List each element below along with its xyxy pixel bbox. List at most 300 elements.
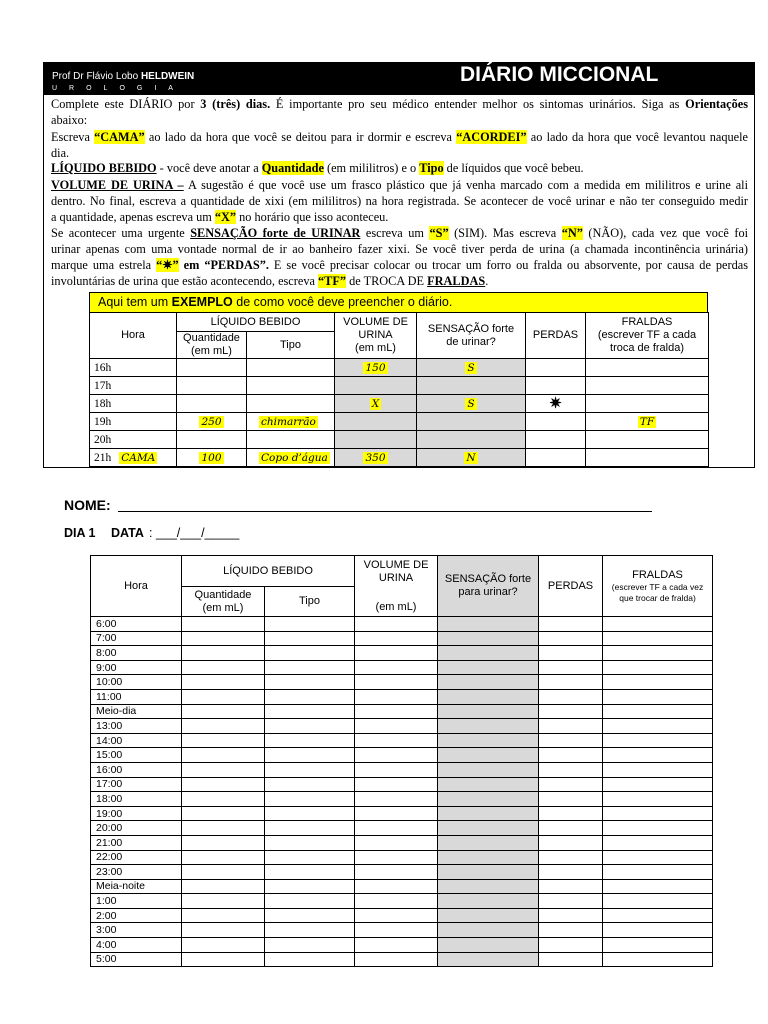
handwritten-value: N bbox=[466, 451, 476, 464]
diary-volume-cell[interactable] bbox=[355, 865, 438, 880]
diary-volume-cell[interactable] bbox=[355, 908, 438, 923]
diary-fraldas-cell[interactable] bbox=[603, 923, 713, 938]
diary-perdas-cell[interactable] bbox=[539, 923, 603, 938]
diary-volume-cell[interactable] bbox=[355, 733, 438, 748]
instruction-line-10: urinar apenas com uma vontade normal de ir ao banheiro fazer xixi. Se você tiver perda de urina (a chamada incontinência urinária) bbox=[51, 242, 748, 256]
diary-col-quantidade-header: Quantidade (em mL) bbox=[182, 587, 265, 617]
diary-fraldas-cell[interactable] bbox=[603, 689, 713, 704]
diary-sensacao-cell[interactable] bbox=[438, 646, 539, 661]
x-highlight: “X” bbox=[214, 210, 237, 224]
diary-tipo-cell[interactable] bbox=[265, 938, 355, 953]
hora-text: 20h bbox=[94, 433, 112, 446]
example-tipo-cell bbox=[247, 413, 335, 431]
text: - você deve anotar a bbox=[156, 161, 262, 175]
nome-label: NOME: bbox=[64, 497, 111, 513]
diary-sensacao-cell[interactable] bbox=[438, 835, 539, 850]
diary-fraldas-cell[interactable] bbox=[603, 938, 713, 953]
diary-hora-cell: 18:00 bbox=[91, 792, 182, 807]
example-perdas-cell bbox=[526, 395, 586, 413]
diary-sensacao-cell[interactable] bbox=[438, 806, 539, 821]
diary-tipo-cell[interactable] bbox=[265, 646, 355, 661]
diary-tipo-cell[interactable] bbox=[265, 821, 355, 836]
diary-quantidade-cell[interactable] bbox=[182, 689, 265, 704]
example-row bbox=[90, 377, 709, 395]
diary-tipo-cell[interactable] bbox=[265, 689, 355, 704]
diary-sensacao-cell[interactable] bbox=[438, 733, 539, 748]
diary-volume-cell[interactable] bbox=[355, 792, 438, 807]
volume-urina-heading: VOLUME DE URINA – bbox=[51, 178, 184, 192]
diary-row bbox=[91, 952, 713, 967]
diary-sensacao-cell[interactable] bbox=[438, 938, 539, 953]
diary-quantidade-cell[interactable] bbox=[182, 923, 265, 938]
diary-sensacao-cell[interactable] bbox=[438, 719, 539, 734]
diary-row bbox=[91, 835, 713, 850]
diary-tipo-cell[interactable] bbox=[265, 762, 355, 777]
instruction-line-4: dia. bbox=[51, 146, 70, 160]
hora-text: 18h bbox=[94, 397, 112, 410]
diary-sensacao-cell[interactable] bbox=[438, 748, 539, 763]
diary-volume-cell[interactable] bbox=[355, 748, 438, 763]
diary-table bbox=[90, 555, 713, 967]
diary-perdas-cell[interactable] bbox=[539, 617, 603, 632]
text: (NÃO), cada vez que você foi bbox=[582, 226, 749, 240]
diary-quantidade-cell[interactable] bbox=[182, 675, 265, 690]
diary-quantidade-cell[interactable] bbox=[182, 806, 265, 821]
diary-volume-cell[interactable] bbox=[355, 762, 438, 777]
diary-tipo-cell[interactable] bbox=[265, 952, 355, 967]
diary-row bbox=[91, 719, 713, 734]
text: escreva um bbox=[360, 226, 430, 240]
example-volume-cell bbox=[335, 431, 417, 449]
diary-volume-cell[interactable] bbox=[355, 617, 438, 632]
diary-sensacao-cell[interactable] bbox=[438, 792, 539, 807]
handwritten-value: Copo d’água bbox=[261, 451, 328, 464]
text: de como você deve preencher o diário. bbox=[232, 295, 453, 309]
example-sensacao-cell bbox=[417, 395, 526, 413]
diary-quantidade-cell[interactable] bbox=[182, 704, 265, 719]
diary-sensacao-cell[interactable] bbox=[438, 894, 539, 909]
diary-perdas-cell[interactable] bbox=[539, 894, 603, 909]
example-perdas-cell bbox=[526, 431, 586, 449]
diary-perdas-cell[interactable] bbox=[539, 908, 603, 923]
example-quantidade-cell bbox=[177, 431, 247, 449]
diary-tipo-cell[interactable] bbox=[265, 806, 355, 821]
diary-tipo-cell[interactable] bbox=[265, 733, 355, 748]
diary-tipo-cell[interactable] bbox=[265, 675, 355, 690]
diary-fraldas-cell[interactable] bbox=[603, 675, 713, 690]
author-prefix: Prof Dr Flávio Lobo bbox=[52, 71, 141, 82]
diary-sensacao-cell[interactable] bbox=[438, 689, 539, 704]
star-highlight: “✷” bbox=[156, 258, 179, 272]
diary-perdas-cell[interactable] bbox=[539, 646, 603, 661]
diary-sensacao-cell[interactable] bbox=[438, 952, 539, 967]
diary-perdas-cell[interactable] bbox=[539, 675, 603, 690]
instruction-line-1 bbox=[51, 97, 748, 112]
diary-fraldas-cell[interactable] bbox=[603, 719, 713, 734]
instruction-line-9 bbox=[51, 226, 748, 241]
text: Aqui tem um bbox=[98, 295, 172, 309]
diary-perdas-cell[interactable] bbox=[539, 704, 603, 719]
diary-volume-cell[interactable] bbox=[355, 850, 438, 865]
col-hora-header: Hora bbox=[90, 313, 177, 359]
diary-hora-cell: 16:00 bbox=[91, 762, 182, 777]
example-fraldas-cell bbox=[586, 395, 709, 413]
example-fraldas-cell bbox=[586, 359, 709, 377]
diary-volume-cell[interactable] bbox=[355, 675, 438, 690]
example-row bbox=[90, 359, 709, 377]
diary-fraldas-cell[interactable] bbox=[603, 792, 713, 807]
diary-perdas-cell[interactable] bbox=[539, 719, 603, 734]
col-perdas-header: PERDAS bbox=[526, 313, 586, 359]
example-sensacao-cell bbox=[417, 449, 526, 467]
diary-hora-cell: 7:00 bbox=[91, 631, 182, 646]
diary-perdas-cell[interactable] bbox=[539, 952, 603, 967]
diary-volume-cell[interactable] bbox=[355, 938, 438, 953]
volume-unit: (em mL) bbox=[375, 600, 417, 613]
diary-perdas-cell[interactable] bbox=[539, 879, 603, 894]
diary-col-liquido-header: LÍQUIDO BEBIDO bbox=[182, 556, 355, 587]
example-fraldas-cell bbox=[586, 413, 709, 431]
diary-quantidade-cell[interactable] bbox=[182, 938, 265, 953]
example-banner bbox=[89, 292, 708, 313]
diary-sensacao-cell[interactable] bbox=[438, 631, 539, 646]
handwritten-value: X bbox=[371, 397, 380, 410]
text: Complete este DIÁRIO por bbox=[51, 97, 201, 111]
diary-quantidade-cell[interactable] bbox=[182, 660, 265, 675]
diary-tipo-cell[interactable] bbox=[265, 748, 355, 763]
text: a quantidade, apenas escreva um bbox=[51, 210, 215, 224]
diary-quantidade-cell[interactable] bbox=[182, 952, 265, 967]
example-quantidade-cell bbox=[177, 377, 247, 395]
diary-tipo-cell[interactable] bbox=[265, 908, 355, 923]
diary-tipo-cell[interactable] bbox=[265, 631, 355, 646]
diary-perdas-cell[interactable] bbox=[539, 938, 603, 953]
diary-volume-cell[interactable] bbox=[355, 894, 438, 909]
diary-volume-cell[interactable] bbox=[355, 835, 438, 850]
diary-perdas-cell[interactable] bbox=[539, 733, 603, 748]
diary-fraldas-cell[interactable] bbox=[603, 835, 713, 850]
diary-perdas-cell[interactable] bbox=[539, 748, 603, 763]
text: . bbox=[485, 274, 489, 288]
diary-hora-cell: 5:00 bbox=[91, 952, 182, 967]
handwritten-value: chimarrão bbox=[261, 415, 316, 428]
text: É importante pro seu médico entender melhor os sintomas urinários. Siga as bbox=[270, 97, 686, 111]
fraldas-note: (escrever TF a cada vez que trocar de fralda) bbox=[611, 581, 704, 603]
example-perdas-cell bbox=[526, 449, 586, 467]
data-field[interactable]: : ___/___/_____ bbox=[149, 526, 240, 540]
diary-hora-cell: 22:00 bbox=[91, 850, 182, 865]
diary-tipo-cell[interactable] bbox=[265, 617, 355, 632]
diary-quantidade-cell[interactable] bbox=[182, 821, 265, 836]
hora-text: 17h bbox=[94, 379, 112, 392]
diary-row bbox=[91, 821, 713, 836]
diary-hora-cell: 4:00 bbox=[91, 938, 182, 953]
diary-sensacao-cell[interactable] bbox=[438, 704, 539, 719]
handwritten-value: S bbox=[467, 397, 475, 410]
text: ao lado da hora que você levantou naquele bbox=[526, 130, 748, 144]
diary-row bbox=[91, 675, 713, 690]
example-quantidade-cell bbox=[177, 449, 247, 467]
handwritten-value: TF bbox=[639, 415, 655, 428]
diary-quantidade-cell[interactable] bbox=[182, 646, 265, 661]
page-title: DIÁRIO MICCIONAL bbox=[460, 63, 659, 86]
diary-quantidade-cell[interactable] bbox=[182, 762, 265, 777]
example-tipo-cell bbox=[247, 377, 335, 395]
diary-tipo-cell[interactable] bbox=[265, 923, 355, 938]
diary-hora-cell: 17:00 bbox=[91, 777, 182, 792]
diary-fraldas-cell[interactable] bbox=[603, 748, 713, 763]
diary-sensacao-cell[interactable] bbox=[438, 675, 539, 690]
example-fraldas-cell bbox=[586, 431, 709, 449]
diary-sensacao-cell[interactable] bbox=[438, 850, 539, 865]
example-rows bbox=[90, 359, 709, 467]
text: involuntárias de urina que estão acontecendo, escreva bbox=[51, 274, 319, 288]
example-tipo-cell bbox=[247, 431, 335, 449]
diary-quantidade-cell[interactable] bbox=[182, 908, 265, 923]
diary-volume-cell[interactable] bbox=[355, 879, 438, 894]
quantidade-highlight: Quantidade bbox=[261, 161, 324, 175]
diary-tipo-cell[interactable] bbox=[265, 894, 355, 909]
text: no horário que isso aconteceu. bbox=[236, 210, 389, 224]
diary-tipo-cell[interactable] bbox=[265, 792, 355, 807]
text-bold: em “PERDAS”. bbox=[178, 258, 269, 272]
text: (em mililitros) e o bbox=[323, 161, 420, 175]
diary-tipo-cell[interactable] bbox=[265, 865, 355, 880]
example-tipo-cell bbox=[247, 449, 335, 467]
diary-row bbox=[91, 938, 713, 953]
diary-rows bbox=[91, 617, 713, 967]
diary-perdas-cell[interactable] bbox=[539, 660, 603, 675]
diary-col-hora-header: Hora bbox=[91, 556, 182, 617]
example-perdas-cell bbox=[526, 413, 586, 431]
diary-tipo-cell[interactable] bbox=[265, 835, 355, 850]
instruction-line-5 bbox=[51, 161, 748, 176]
diary-tipo-cell[interactable] bbox=[265, 704, 355, 719]
diary-row bbox=[91, 617, 713, 632]
diary-volume-cell[interactable] bbox=[355, 923, 438, 938]
diary-volume-cell[interactable] bbox=[355, 646, 438, 661]
instruction-line-11 bbox=[51, 258, 748, 273]
diary-quantidade-cell[interactable] bbox=[182, 792, 265, 807]
diary-fraldas-cell[interactable] bbox=[603, 879, 713, 894]
diary-fraldas-cell[interactable] bbox=[603, 908, 713, 923]
tf-highlight: “TF” bbox=[318, 274, 347, 288]
text: ao lado da hora que você se deitou para ir dormir e escreva bbox=[144, 130, 457, 144]
example-volume-cell bbox=[335, 413, 417, 431]
diary-tipo-cell[interactable] bbox=[265, 660, 355, 675]
diary-fraldas-cell[interactable] bbox=[603, 806, 713, 821]
tipo-highlight: Tipo bbox=[419, 161, 444, 175]
diary-fraldas-cell[interactable] bbox=[603, 660, 713, 675]
example-table bbox=[89, 312, 709, 467]
diary-perdas-cell[interactable] bbox=[539, 689, 603, 704]
nome-field[interactable] bbox=[118, 511, 652, 512]
text: (SIM). Mas escreva bbox=[448, 226, 562, 240]
text: de TROCA DE bbox=[346, 274, 428, 288]
diary-quantidade-cell[interactable] bbox=[182, 777, 265, 792]
diary-hora-cell: 15:00 bbox=[91, 748, 182, 763]
diary-hora-cell: 6:00 bbox=[91, 617, 182, 632]
diary-quantidade-cell[interactable] bbox=[182, 894, 265, 909]
example-row bbox=[90, 395, 709, 413]
handwritten-value: 100 bbox=[201, 451, 222, 464]
diary-fraldas-cell[interactable] bbox=[603, 733, 713, 748]
diary-row bbox=[91, 894, 713, 909]
handwritten-value: S bbox=[467, 361, 475, 374]
diary-row bbox=[91, 748, 713, 763]
diary-volume-cell[interactable] bbox=[355, 777, 438, 792]
dia-label: DIA 1 bbox=[64, 526, 96, 540]
diary-fraldas-cell[interactable] bbox=[603, 646, 713, 661]
diary-fraldas-cell[interactable] bbox=[603, 821, 713, 836]
text: A sugestão é que você use um frasco plástico que já venha marcado com a medida em mililitros e urine ali bbox=[183, 178, 749, 192]
example-row bbox=[90, 431, 709, 449]
example-sensacao-cell bbox=[417, 413, 526, 431]
diary-quantidade-cell[interactable] bbox=[182, 879, 265, 894]
handwritten-note: CAMA bbox=[121, 451, 156, 464]
instruction-line-8 bbox=[51, 210, 748, 225]
diary-perdas-cell[interactable] bbox=[539, 806, 603, 821]
example-hora-cell bbox=[90, 413, 177, 431]
diary-hora-cell: Meio-dia bbox=[91, 704, 182, 719]
diary-hora-cell: 3:00 bbox=[91, 923, 182, 938]
data-label: DATA bbox=[111, 526, 144, 540]
col-volume-header: VOLUME DE URINA (em mL) bbox=[335, 313, 417, 359]
diary-volume-cell[interactable] bbox=[355, 719, 438, 734]
diary-row bbox=[91, 908, 713, 923]
diary-tipo-cell[interactable] bbox=[265, 777, 355, 792]
diary-row bbox=[91, 762, 713, 777]
example-row bbox=[90, 413, 709, 431]
diary-volume-cell[interactable] bbox=[355, 952, 438, 967]
diary-row bbox=[91, 792, 713, 807]
diary-quantidade-cell[interactable] bbox=[182, 850, 265, 865]
diary-sensacao-cell[interactable] bbox=[438, 762, 539, 777]
diary-sensacao-cell[interactable] bbox=[438, 923, 539, 938]
diary-col-perdas-header: PERDAS bbox=[539, 556, 603, 617]
diary-row bbox=[91, 850, 713, 865]
diary-hora-cell: 23:00 bbox=[91, 865, 182, 880]
instruction-line-6 bbox=[51, 178, 748, 193]
diary-volume-cell[interactable] bbox=[355, 806, 438, 821]
example-hora-cell bbox=[90, 359, 177, 377]
diary-quantidade-cell[interactable] bbox=[182, 719, 265, 734]
diary-fraldas-cell[interactable] bbox=[603, 865, 713, 880]
diary-quantidade-cell[interactable] bbox=[182, 733, 265, 748]
diary-sensacao-cell[interactable] bbox=[438, 821, 539, 836]
diary-perdas-cell[interactable] bbox=[539, 762, 603, 777]
diary-quantidade-cell[interactable] bbox=[182, 631, 265, 646]
instruction-line-2: abaixo: bbox=[51, 113, 88, 127]
diary-sensacao-cell[interactable] bbox=[438, 865, 539, 880]
diary-row bbox=[91, 646, 713, 661]
diary-row bbox=[91, 660, 713, 675]
diary-row bbox=[91, 631, 713, 646]
diary-hora-cell: 14:00 bbox=[91, 733, 182, 748]
diary-quantidade-cell[interactable] bbox=[182, 748, 265, 763]
n-highlight: “N” bbox=[561, 226, 583, 240]
diary-row bbox=[91, 879, 713, 894]
diary-fraldas-cell[interactable] bbox=[603, 777, 713, 792]
instruction-line-12 bbox=[51, 274, 748, 289]
cama-highlight: “CAMA” bbox=[94, 130, 145, 144]
diary-sensacao-cell[interactable] bbox=[438, 879, 539, 894]
diary-row bbox=[91, 733, 713, 748]
diary-hora-cell: Meia-noite bbox=[91, 879, 182, 894]
diary-volume-cell[interactable] bbox=[355, 689, 438, 704]
urologia-subtitle: UROLOGIA bbox=[52, 85, 185, 92]
handwritten-value: 350 bbox=[365, 451, 386, 464]
diary-sensacao-cell[interactable] bbox=[438, 617, 539, 632]
example-fraldas-cell bbox=[586, 377, 709, 395]
hora-text: 16h bbox=[94, 361, 112, 374]
diary-sensacao-cell[interactable] bbox=[438, 908, 539, 923]
diary-hora-cell: 20:00 bbox=[91, 821, 182, 836]
diary-row bbox=[91, 777, 713, 792]
diary-perdas-cell[interactable] bbox=[539, 850, 603, 865]
diary-row bbox=[91, 923, 713, 938]
handwritten-value: 150 bbox=[365, 361, 386, 374]
diary-perdas-cell[interactable] bbox=[539, 821, 603, 836]
diary-perdas-cell[interactable] bbox=[539, 792, 603, 807]
hora-text: 19h bbox=[94, 415, 112, 428]
diary-perdas-cell[interactable] bbox=[539, 835, 603, 850]
col-sensacao-header: SENSAÇÃO forte de urinar? bbox=[417, 313, 526, 359]
diary-fraldas-cell[interactable] bbox=[603, 704, 713, 719]
diary-col-fraldas-header bbox=[603, 556, 713, 617]
diary-tipo-cell[interactable] bbox=[265, 719, 355, 734]
example-hora-cell bbox=[90, 449, 177, 467]
diary-row bbox=[91, 806, 713, 821]
diary-fraldas-cell[interactable] bbox=[603, 850, 713, 865]
diary-col-volume-header bbox=[355, 556, 438, 617]
diary-hora-cell: 9:00 bbox=[91, 660, 182, 675]
text: de líquidos que você bebeu. bbox=[443, 161, 584, 175]
diary-perdas-cell[interactable] bbox=[539, 631, 603, 646]
diary-fraldas-cell[interactable] bbox=[603, 894, 713, 909]
diary-quantidade-cell[interactable] bbox=[182, 617, 265, 632]
col-fraldas-header: FRALDAS (escrever TF a cada troca de fralda) bbox=[586, 313, 709, 359]
diary-volume-cell[interactable] bbox=[355, 660, 438, 675]
diary-perdas-cell[interactable] bbox=[539, 777, 603, 792]
diary-tipo-cell[interactable] bbox=[265, 850, 355, 865]
example-tipo-cell bbox=[247, 359, 335, 377]
diary-quantidade-cell[interactable] bbox=[182, 835, 265, 850]
diary-col-sensacao-header: SENSAÇÃO forte para urinar? bbox=[438, 556, 539, 617]
diary-quantidade-cell[interactable] bbox=[182, 865, 265, 880]
diary-tipo-cell[interactable] bbox=[265, 879, 355, 894]
diary-sensacao-cell[interactable] bbox=[438, 660, 539, 675]
diary-hora-cell: 11:00 bbox=[91, 689, 182, 704]
diary-hora-cell: 10:00 bbox=[91, 675, 182, 690]
diary-volume-cell[interactable] bbox=[355, 821, 438, 836]
example-fraldas-cell bbox=[586, 449, 709, 467]
diary-volume-cell[interactable] bbox=[355, 631, 438, 646]
diary-fraldas-cell[interactable] bbox=[603, 762, 713, 777]
instruction-line-7: dentro. No final, escreva a quantidade de xixi (em mililitros) na hora registrada. Se acontecer de você urinar e não ter conseguido medir bbox=[51, 194, 748, 208]
diary-sensacao-cell[interactable] bbox=[438, 777, 539, 792]
example-hora-cell bbox=[90, 431, 177, 449]
diary-perdas-cell[interactable] bbox=[539, 865, 603, 880]
diary-fraldas-cell[interactable] bbox=[603, 617, 713, 632]
example-volume-cell bbox=[335, 377, 417, 395]
diary-volume-cell[interactable] bbox=[355, 704, 438, 719]
diary-fraldas-cell[interactable] bbox=[603, 631, 713, 646]
diary-hora-cell: 1:00 bbox=[91, 894, 182, 909]
diary-fraldas-cell[interactable] bbox=[603, 952, 713, 967]
volume-label: VOLUME DE URINA bbox=[363, 558, 429, 584]
text: Se acontecer uma urgente bbox=[51, 226, 191, 240]
